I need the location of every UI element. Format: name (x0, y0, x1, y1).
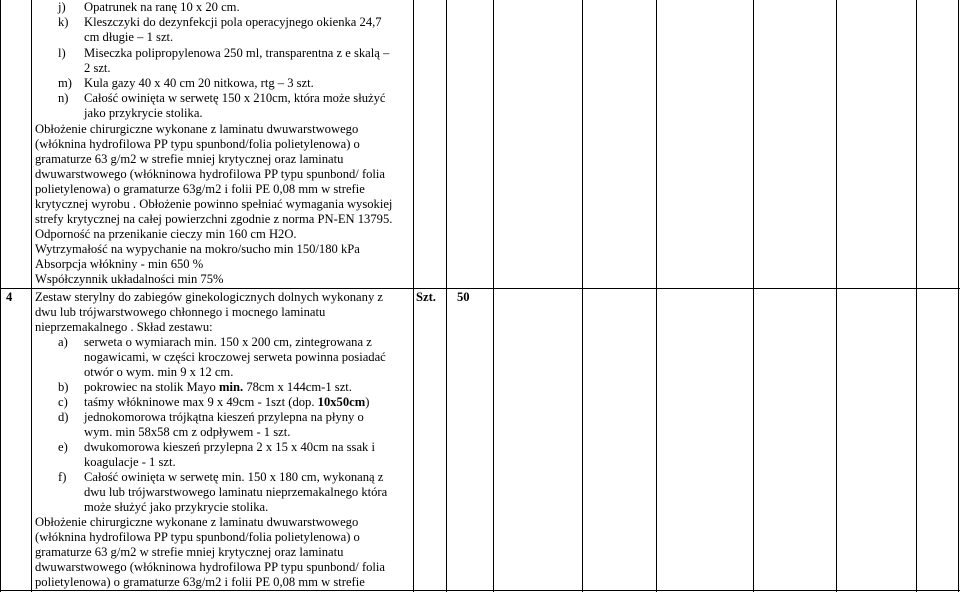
list-marker: j) (58, 0, 66, 14)
paragraph-line: gramaturze 63 g/m2 w strefie mniej krytycznej oraz laminatu (35, 152, 344, 166)
paragraph-line: Obłożenie chirurgiczne wykonane z laminatu dwuwarstwowego (35, 122, 359, 136)
paragraph-line: dwuwarstwowego (włókninowa hydrofilowa PP typu spunbond/ folia (35, 560, 386, 574)
paragraph-line: Współczynnik układalności min 75% (35, 272, 224, 286)
list-item: Całość owinięta w serwetę min. 150 x 180 cm, wykonaną z (84, 470, 384, 484)
description-line: nieprzemakalnego . Skład zestawu: (35, 320, 213, 334)
table-border-left (0, 0, 1, 592)
description-line: Zestaw sterylny do zabiegów ginekologicznych dolnych wykonany z (35, 290, 383, 304)
description-line: dwu lub trójwarstwowego chłonnego i mocnego laminatu (35, 305, 326, 319)
table-border-right (958, 0, 959, 592)
column-divider-9 (916, 0, 917, 592)
list-marker: d) (58, 410, 69, 424)
list-marker: l) (58, 46, 66, 60)
list-item: Całość owinięta w serwetę 150 x 210cm, która może służyć (84, 91, 386, 105)
column-divider-number (31, 0, 32, 592)
paragraph-line: strefy krytycznej na całej powierzchni zgodnie z norma PN-EN 13795. (35, 212, 393, 226)
table-border-bottom (0, 590, 960, 591)
list-item: serweta o wymiarach min. 150 x 200 cm, zintegrowana z (84, 335, 372, 349)
quantity-cell: 50 (457, 290, 470, 304)
row-number: 4 (6, 290, 13, 304)
list-item-text: taśmy włókninowe max 9 x 49cm - 1szt (dop. (84, 395, 318, 409)
paragraph-line: (włóknina hydrofilowa PP typu spunbond/folia polietylenowa) o (35, 137, 360, 151)
column-divider-description (413, 0, 414, 592)
paragraph-line: gramaturze 63 g/m2 w strefie mniej krytycznej oraz laminatu (35, 545, 344, 559)
list-item (84, 380, 352, 395)
column-divider-5 (582, 0, 583, 592)
list-item: dwukomorowa kieszeń przylepna 2 x 15 x 40cm na ssak i (84, 440, 375, 454)
paragraph-line: polietylenowa) o gramaturze 63g/m2 i folii PE 0,08 mm w strefie (35, 575, 365, 589)
list-item: Opatrunek na ranę 10 x 20 cm. (84, 0, 240, 14)
list-marker: m) (58, 76, 72, 90)
list-marker: c) (58, 395, 68, 409)
list-item: Kleszczyki do dezynfekcji pola operacyjnego okienka 24,7 (84, 15, 382, 29)
list-item-bold: 10x50cm (317, 395, 366, 409)
list-item-cont: wym. min 58x58 cm z odpływem - 1 szt. (84, 425, 291, 439)
paragraph-line: krytycznej wyrobu . Obłożenie powinno spełniać wymagania wysokiej (35, 197, 393, 211)
list-item: jednokomorowa trójkątna kieszeń przylepna na płyny o (84, 410, 364, 424)
list-item-cont: dwu lub trójwarstwowego laminatu nieprzemakalnego która (84, 485, 388, 499)
list-item-cont: może służyć jako przykrycie stolika. (84, 500, 269, 514)
list-item: Kula gazy 40 x 40 cm 20 nitkowa, rtg – 3 szt. (84, 76, 314, 90)
list-item-text: pokrowiec na stolik Mayo (84, 380, 220, 394)
list-item-cont: cm długie – 1 szt. (84, 30, 174, 44)
list-marker: e) (58, 440, 68, 454)
column-divider-8 (836, 0, 837, 592)
list-item-text: ) (365, 395, 370, 409)
list-item-cont: nogawicami, w części kroczowej serweta powinna posiadać (84, 350, 386, 364)
paragraph-line: polietylenowa) o gramaturze 63g/m2 i folii PE 0,08 mm w strefie (35, 182, 365, 196)
list-item-cont: otwór o wym. min 9 x 12 cm. (84, 365, 234, 379)
paragraph-line: Absorpcja włókniny - min 650 % (35, 257, 204, 271)
list-marker: n) (58, 91, 69, 105)
column-divider-quantity (493, 0, 494, 592)
row-separator (0, 288, 960, 289)
paragraph-line: Wytrzymałość na wypychanie na mokro/sucho min 150/180 kPa (35, 242, 360, 256)
paragraph-line: dwuwarstwowego (włókninowa hydrofilowa PP typu spunbond/ folia (35, 167, 386, 181)
list-marker: f) (58, 470, 67, 484)
paragraph-line: Obłożenie chirurgiczne wykonane z laminatu dwuwarstwowego (35, 515, 359, 529)
list-item-cont: 2 szt. (84, 61, 111, 75)
list-item-text: 78cm x 144cm-1 szt. (243, 380, 352, 394)
list-marker: k) (58, 15, 69, 29)
column-divider-unit (446, 0, 447, 592)
list-item-cont: jako przykrycie stolika. (84, 106, 203, 120)
paragraph-line: (włóknina hydrofilowa PP typu spunbond/folia polietylenowa) o (35, 530, 360, 544)
paragraph-line: Odporność na przenikanie cieczy min 160 cm H2O. (35, 227, 297, 241)
list-item-bold: min. (219, 380, 244, 394)
list-item (84, 395, 369, 410)
list-marker: a) (58, 335, 68, 349)
list-item-cont: koagulacje - 1 szt. (84, 455, 176, 469)
column-divider-6 (656, 0, 657, 592)
list-marker: b) (58, 380, 69, 394)
column-divider-7 (753, 0, 754, 592)
unit-cell: Szt. (416, 290, 436, 304)
list-item: Miseczka polipropylenowa 250 ml, transparentna z e skalą – (84, 46, 390, 60)
